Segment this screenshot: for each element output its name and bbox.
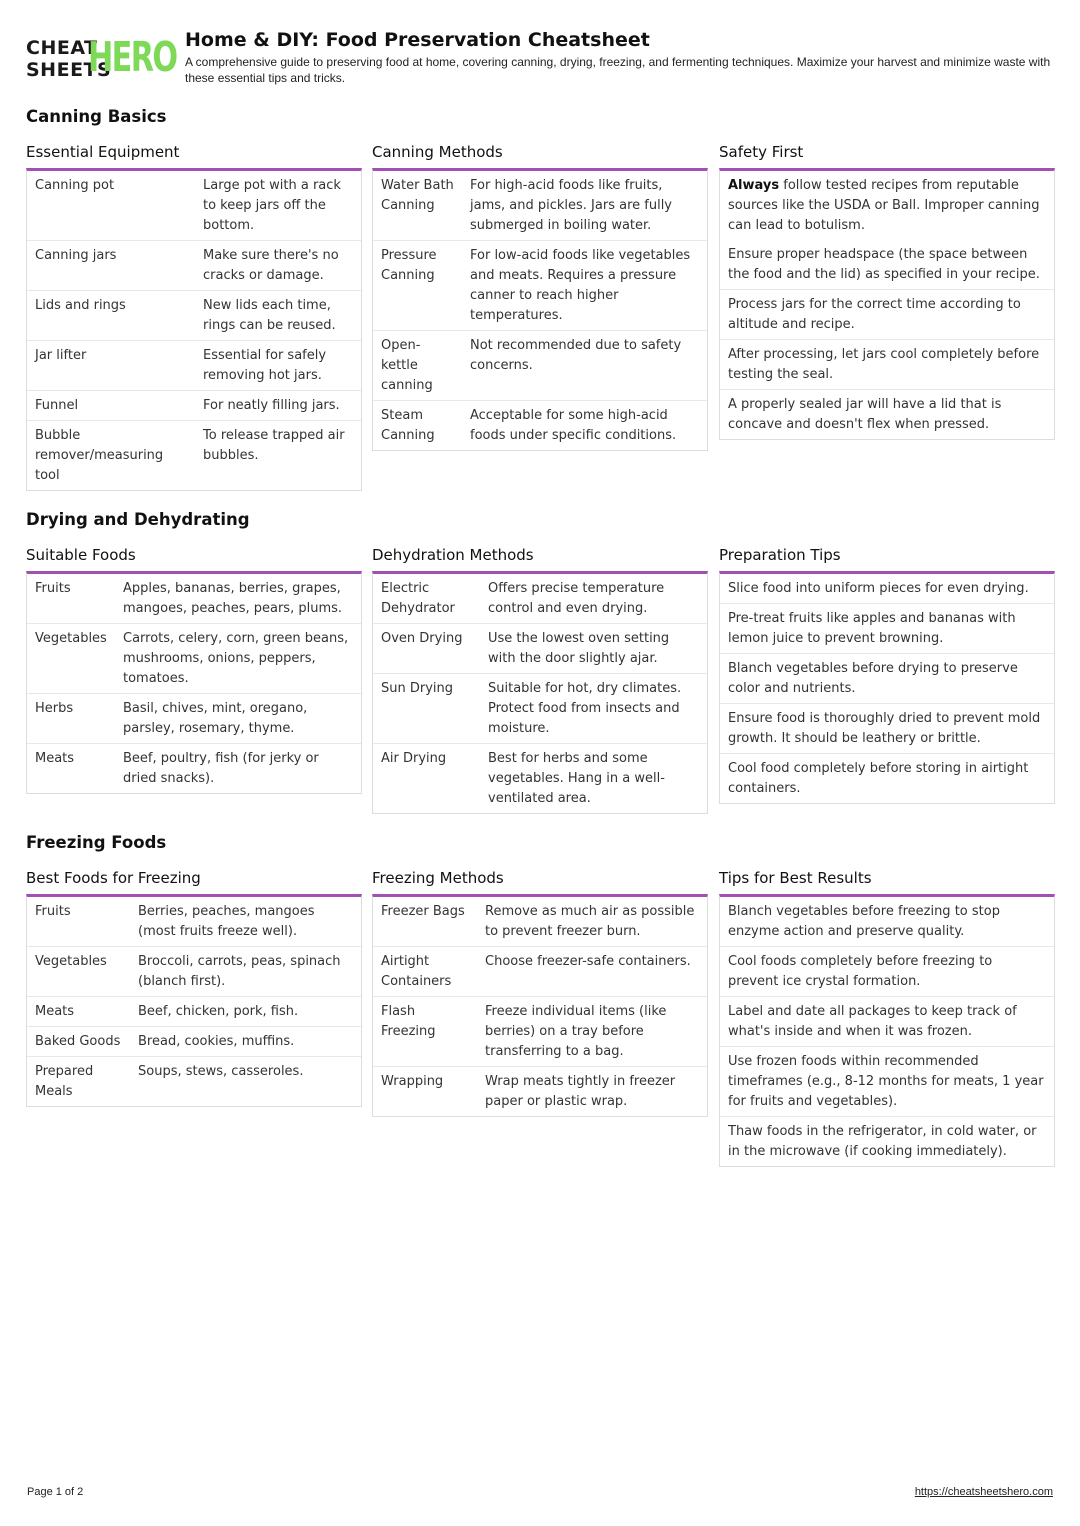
row-term: Water Bath Canning xyxy=(373,171,462,241)
list-item-text: Ensure proper headspace (the space between the food and the lid) as specified in your recipe. xyxy=(720,240,1054,290)
page-title: Home & DIY: Food Preservation Cheatsheet xyxy=(185,29,650,51)
row-term: Canning jars xyxy=(27,241,195,291)
row-term: Flash Freezing xyxy=(373,997,477,1067)
row-term: Jar lifter xyxy=(27,341,195,391)
row-description: Apples, bananas, berries, grapes, mangoes, peaches, pears, plums. xyxy=(115,574,361,624)
card-title: Canning Methods xyxy=(372,143,503,161)
row-term: Lids and rings xyxy=(27,291,195,341)
row-description: Freeze individual items (like berries) on a tray before transferring to a bag. xyxy=(477,997,707,1067)
row-term: Steam Canning xyxy=(381,408,435,443)
list-item xyxy=(720,1047,1054,1117)
suitable-foods-table xyxy=(27,574,361,793)
card-freezing-methods xyxy=(372,868,708,1117)
list-item-text: Use frozen foods within recommended timeframes (e.g., 8-12 months for meats, 1 year for fruits and vegetables). xyxy=(720,1047,1054,1117)
table-row xyxy=(27,624,361,694)
row-description: Remove as much air as possible to prevent freezer burn. xyxy=(477,897,707,947)
section-title-drying: Drying and Dehydrating xyxy=(26,510,250,529)
table-row xyxy=(27,1057,361,1107)
table-row xyxy=(27,421,361,491)
card-box xyxy=(372,168,708,451)
row-description: Large pot with a rack to keep jars off the bottom. xyxy=(195,171,361,241)
card-title: Dehydration Methods xyxy=(372,546,534,564)
card-preparation-tips xyxy=(719,545,1055,804)
table-row xyxy=(373,241,707,331)
row-description: Not recommended due to safety concerns. xyxy=(462,331,707,401)
row-description: Bread, cookies, muffins. xyxy=(130,1027,361,1057)
logo-line2: SHEETS xyxy=(26,59,112,81)
list-item-text: A properly sealed jar will have a lid that is concave and doesn't flex when pressed. xyxy=(728,397,1002,432)
table-row xyxy=(373,624,707,674)
row-description: Acceptable for some high-acid foods under specific conditions. xyxy=(470,408,677,443)
emphasis: Always xyxy=(728,178,780,193)
row-description: Wrap meats tightly in freezer paper or plastic wrap. xyxy=(485,1074,676,1109)
row-term: Oven Drying xyxy=(373,624,480,674)
list-item-text: After processing, let jars cool completely before testing the seal. xyxy=(720,340,1054,390)
row-description: For low-acid foods like vegetables and meats. Requires a pressure canner to reach higher temperatures. xyxy=(462,241,707,331)
row-term: Fruits xyxy=(27,897,130,947)
list-item xyxy=(720,340,1054,390)
table-row xyxy=(373,574,707,624)
site-link[interactable]: https://cheatsheetshero.com xyxy=(914,1486,1053,1498)
table-row xyxy=(373,744,707,814)
row-term: Sun Drying xyxy=(373,674,480,744)
list-item xyxy=(720,654,1054,704)
page-subtitle: A comprehensive guide to preserving food at home, covering canning, drying, freezing, and fermenting techniques. Maximize your harvest and minimize waste with these essential tips and tricks. xyxy=(185,55,1051,85)
card-box xyxy=(372,571,708,814)
row-term: Baked Goods xyxy=(27,1027,130,1057)
row-term: Air Drying xyxy=(381,751,447,766)
list-item xyxy=(720,897,1054,947)
table-row xyxy=(27,997,361,1027)
canning-methods-table xyxy=(373,171,707,450)
card-canning-methods xyxy=(372,142,708,451)
table-row xyxy=(27,1027,361,1057)
card-box xyxy=(719,571,1055,804)
cheatsheets-hero-logo[interactable] xyxy=(26,33,177,81)
row-description: Offers precise temperature control and even drying. xyxy=(480,574,707,624)
page-number: Page 1 of 2 xyxy=(27,1486,84,1498)
card-box xyxy=(719,168,1055,440)
list-item xyxy=(720,997,1054,1047)
list-item xyxy=(720,390,1054,440)
table-row xyxy=(373,1067,707,1117)
list-item-text: Blanch vegetables before freezing to stop enzyme action and preserve quality. xyxy=(720,897,1054,947)
row-description: Basil, chives, mint, oregano, parsley, rosemary, thyme. xyxy=(115,694,361,744)
list-item xyxy=(720,171,1054,240)
row-description: For high-acid foods like fruits, jams, and pickles. Jars are fully submerged in boiling water. xyxy=(462,171,707,241)
row-term: Electric Dehydrator xyxy=(373,574,480,624)
card-box xyxy=(26,571,362,794)
list-item xyxy=(720,240,1054,290)
card-title: Preparation Tips xyxy=(719,546,841,564)
logo-hero: HERO xyxy=(88,33,177,81)
row-description: For neatly filling jars. xyxy=(195,391,361,421)
table-row xyxy=(373,897,707,947)
card-box xyxy=(26,894,362,1107)
row-description: Suitable for hot, dry climates. Protect food from insects and moisture. xyxy=(480,674,707,744)
row-description: Beef, chicken, pork, fish. xyxy=(130,997,361,1027)
page-header xyxy=(26,28,1056,90)
card-title: Essential Equipment xyxy=(26,143,180,161)
list-item-text: Thaw foods in the refrigerator, in cold water, or in the microwave (if cooking immediately). xyxy=(728,1124,1037,1159)
row-description: Berries, peaches, mangoes (most fruits freeze well). xyxy=(130,897,361,947)
preparation-tips-table xyxy=(720,574,1054,803)
row-description: To release trapped air bubbles. xyxy=(203,428,345,463)
table-row xyxy=(373,331,707,401)
list-item-text: Cool foods completely before freezing to prevent ice crystal formation. xyxy=(720,947,1054,997)
section-title-freezing: Freezing Foods xyxy=(26,833,167,852)
row-description: Make sure there's no cracks or damage. xyxy=(195,241,361,291)
row-term: Prepared Meals xyxy=(35,1064,94,1099)
row-term: Open-kettle canning xyxy=(373,331,462,401)
row-description: Best for herbs and some vegetables. Hang in a well-ventilated area. xyxy=(488,751,665,806)
row-description: New lids each time, rings can be reused. xyxy=(195,291,361,341)
row-description: Beef, poultry, fish (for jerky or dried snacks). xyxy=(123,751,319,786)
table-row xyxy=(27,241,361,291)
card-box xyxy=(26,168,362,491)
table-row xyxy=(27,291,361,341)
list-item xyxy=(720,290,1054,340)
row-term: Freezer Bags xyxy=(373,897,477,947)
table-row xyxy=(373,947,707,997)
list-item-text xyxy=(720,171,1054,240)
row-term: Herbs xyxy=(27,694,115,744)
row-term: Vegetables xyxy=(27,624,115,694)
freezing-methods-table xyxy=(373,897,707,1116)
card-box xyxy=(372,894,708,1117)
equipment-table xyxy=(27,171,361,490)
table-row xyxy=(27,694,361,744)
list-item xyxy=(720,1117,1054,1167)
list-item-text: Cool food completely before storing in airtight containers. xyxy=(728,761,1029,796)
row-description: Essential for safely removing hot jars. xyxy=(195,341,361,391)
list-item-text: Blanch vegetables before drying to preserve color and nutrients. xyxy=(720,654,1054,704)
table-row xyxy=(373,674,707,744)
list-item xyxy=(720,704,1054,754)
card-best-foods-freezing xyxy=(26,868,362,1107)
logo-line1: CHEAT xyxy=(26,37,98,59)
card-title: Best Foods for Freezing xyxy=(26,869,201,887)
list-item xyxy=(720,947,1054,997)
row-term: Vegetables xyxy=(27,947,130,997)
table-row xyxy=(27,341,361,391)
row-term: Meats xyxy=(35,751,75,766)
list-item xyxy=(720,754,1054,804)
table-row xyxy=(27,574,361,624)
table-row xyxy=(27,897,361,947)
row-term: Wrapping xyxy=(381,1074,444,1089)
section-title-canning: Canning Basics xyxy=(26,107,167,126)
card-tips-best-results xyxy=(719,868,1055,1167)
table-row xyxy=(373,401,707,451)
best-foods-table xyxy=(27,897,361,1106)
card-title: Safety First xyxy=(719,143,804,161)
row-term: Airtight Containers xyxy=(373,947,477,997)
row-description: Carrots, celery, corn, green beans, mushrooms, onions, peppers, tomatoes. xyxy=(115,624,361,694)
table-row xyxy=(27,171,361,241)
card-box xyxy=(719,894,1055,1167)
row-term: Pressure Canning xyxy=(373,241,462,331)
list-item-text: Pre-treat fruits like apples and bananas with lemon juice to prevent browning. xyxy=(720,604,1054,654)
row-term: Meats xyxy=(27,997,130,1027)
list-item-text: Ensure food is thoroughly dried to prevent mold growth. It should be leathery or brittle. xyxy=(720,704,1054,754)
card-dehydration-methods xyxy=(372,545,708,814)
table-row xyxy=(373,997,707,1067)
row-term: Fruits xyxy=(27,574,115,624)
row-term: Bubble remover/measuring tool xyxy=(35,428,164,483)
list-item-text: Label and date all packages to keep track of what's inside and when it was frozen. xyxy=(720,997,1054,1047)
card-essential-equipment xyxy=(26,142,362,491)
list-item xyxy=(720,574,1054,604)
title-block xyxy=(185,28,1065,86)
row-description: Use the lowest oven setting with the door slightly ajar. xyxy=(480,624,707,674)
table-row xyxy=(27,947,361,997)
row-term: Canning pot xyxy=(27,171,195,241)
table-row xyxy=(27,744,361,794)
card-suitable-foods xyxy=(26,545,362,794)
row-term: Funnel xyxy=(27,391,195,421)
list-item-text: Process jars for the correct time according to altitude and recipe. xyxy=(720,290,1054,340)
dehydration-methods-table xyxy=(373,574,707,813)
row-description: Choose freezer-safe containers. xyxy=(477,947,707,997)
card-safety-first xyxy=(719,142,1055,440)
row-description: Soups, stews, casseroles. xyxy=(138,1064,304,1079)
card-title: Suitable Foods xyxy=(26,546,136,564)
row-description: Broccoli, carrots, peas, spinach (blanch first). xyxy=(130,947,361,997)
list-item xyxy=(720,604,1054,654)
table-row xyxy=(27,391,361,421)
card-title: Freezing Methods xyxy=(372,869,504,887)
card-title: Tips for Best Results xyxy=(719,869,872,887)
list-item-text: Slice food into uniform pieces for even drying. xyxy=(720,574,1054,604)
list-item-rest: follow tested recipes from reputable sources like the USDA or Ball. Improper canning can lead to botulism. xyxy=(728,178,1040,233)
tips-best-results-table xyxy=(720,897,1054,1166)
safety-table xyxy=(720,171,1054,439)
table-row xyxy=(373,171,707,241)
